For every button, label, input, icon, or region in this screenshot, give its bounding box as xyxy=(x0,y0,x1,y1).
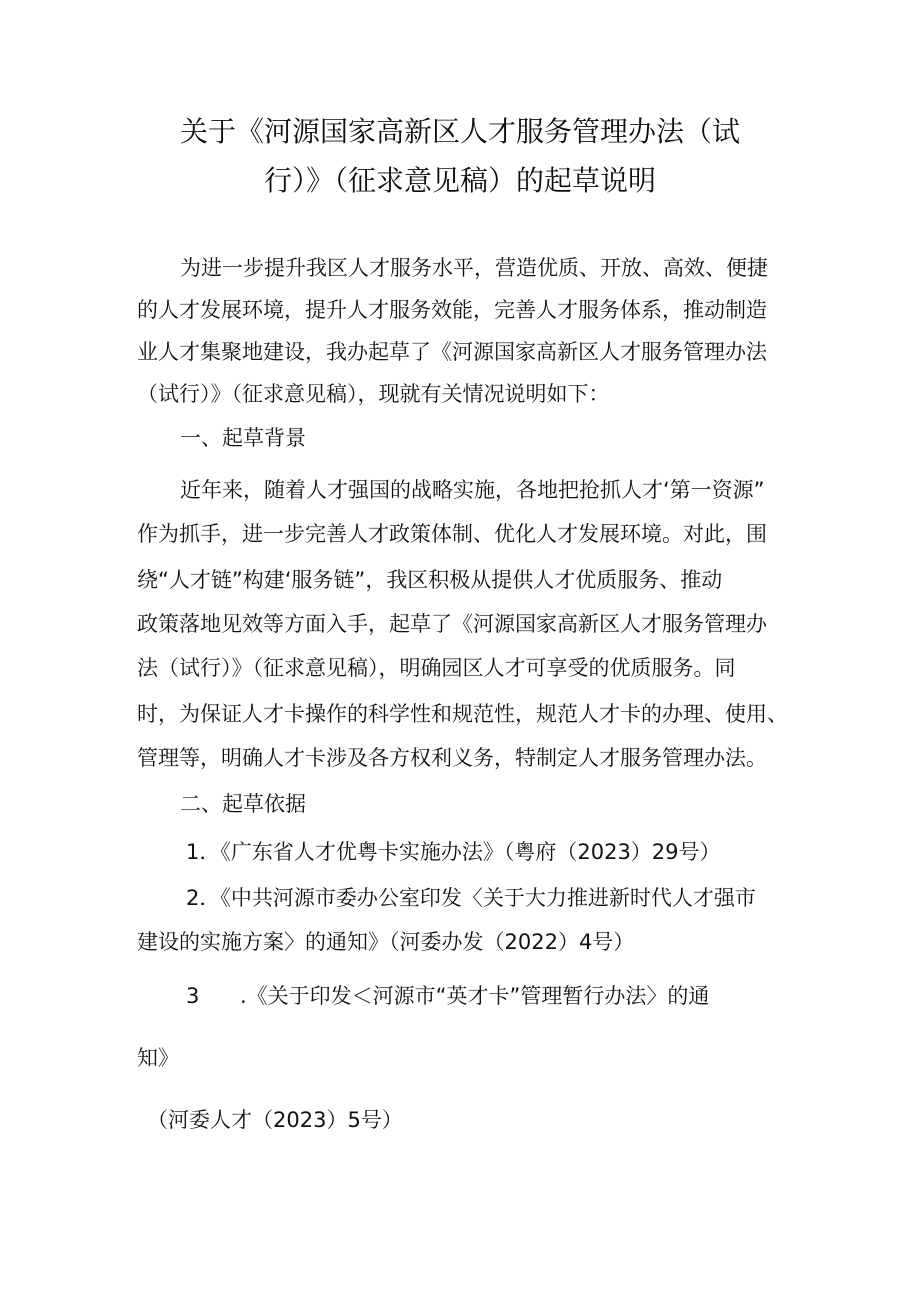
section-heading-background: 一、起草背景 xyxy=(180,426,306,450)
background-line-3: 绕“人才链”构建‘服务链”，我区积极从提供人才优质服务、推动 xyxy=(137,568,723,592)
background-line-4: 政策落地见效等方面入手，起草了《河源国家高新区人才服务管理办 xyxy=(137,612,767,636)
intro-line-2: 的人才发展环境，提升人才服务效能，完善人才服务体系，推动制造 xyxy=(137,298,767,322)
basis-item-3-text: .《关于印发＜河源市“英才卡”管理暂行办法〉的通 xyxy=(240,984,710,1008)
intro-line-1: 为进一步提升我区人才服务水平，营造优质、开放、高效、便捷 xyxy=(180,256,768,280)
basis-item-2-cont: 建设的实施方案〉的通知》（河委办发（2022）4号） xyxy=(137,930,635,954)
section-heading-basis: 二、起草依据 xyxy=(180,792,306,816)
basis-item-3-cont: 知》 xyxy=(137,1046,179,1070)
background-line-5: 法（试行）》（征求意见稿），明确园区人才可享受的优质服务。同 xyxy=(137,656,736,680)
basis-item-3-number: 3 xyxy=(186,984,200,1008)
background-line-6: 时，为保证人才卡操作的科学性和规范性，规范人才卡的办理、使用、 xyxy=(137,702,788,726)
background-line-2: 作为抓手，进一步完善人才政策体制、优化人才发展环境。对此，围 xyxy=(137,522,767,546)
document-title-line-2: 行）》（征求意见稿）的起草说明 xyxy=(263,164,656,197)
intro-line-3: 业人才集聚地建设，我办起草了《河源国家高新区人才服务管理办法 xyxy=(137,340,767,364)
basis-item-3-source: （河委人才（2023）5号） xyxy=(147,1108,403,1132)
intro-line-4: （试行）》（征求意见稿），现就有关情况说明如下： xyxy=(137,382,610,406)
basis-item-2: 2．《中共河源市委办公室印发〈关于大力推进新时代人才强市 xyxy=(186,886,756,910)
background-line-7: 管理等，明确人才卡涉及各方权利义务，特制定人才服务管理办法。 xyxy=(137,746,767,770)
background-line-1: 近年来，随着人才强国的战略实施，各地把抢抓人才‘第一资源” xyxy=(180,478,765,502)
document-title-line-1: 关于《河源国家高新区人才服务管理办法（试 xyxy=(179,115,740,148)
basis-item-1: 1．《广东省人才优粤卡实施办法》（粤府（2023）29号） xyxy=(186,840,721,864)
